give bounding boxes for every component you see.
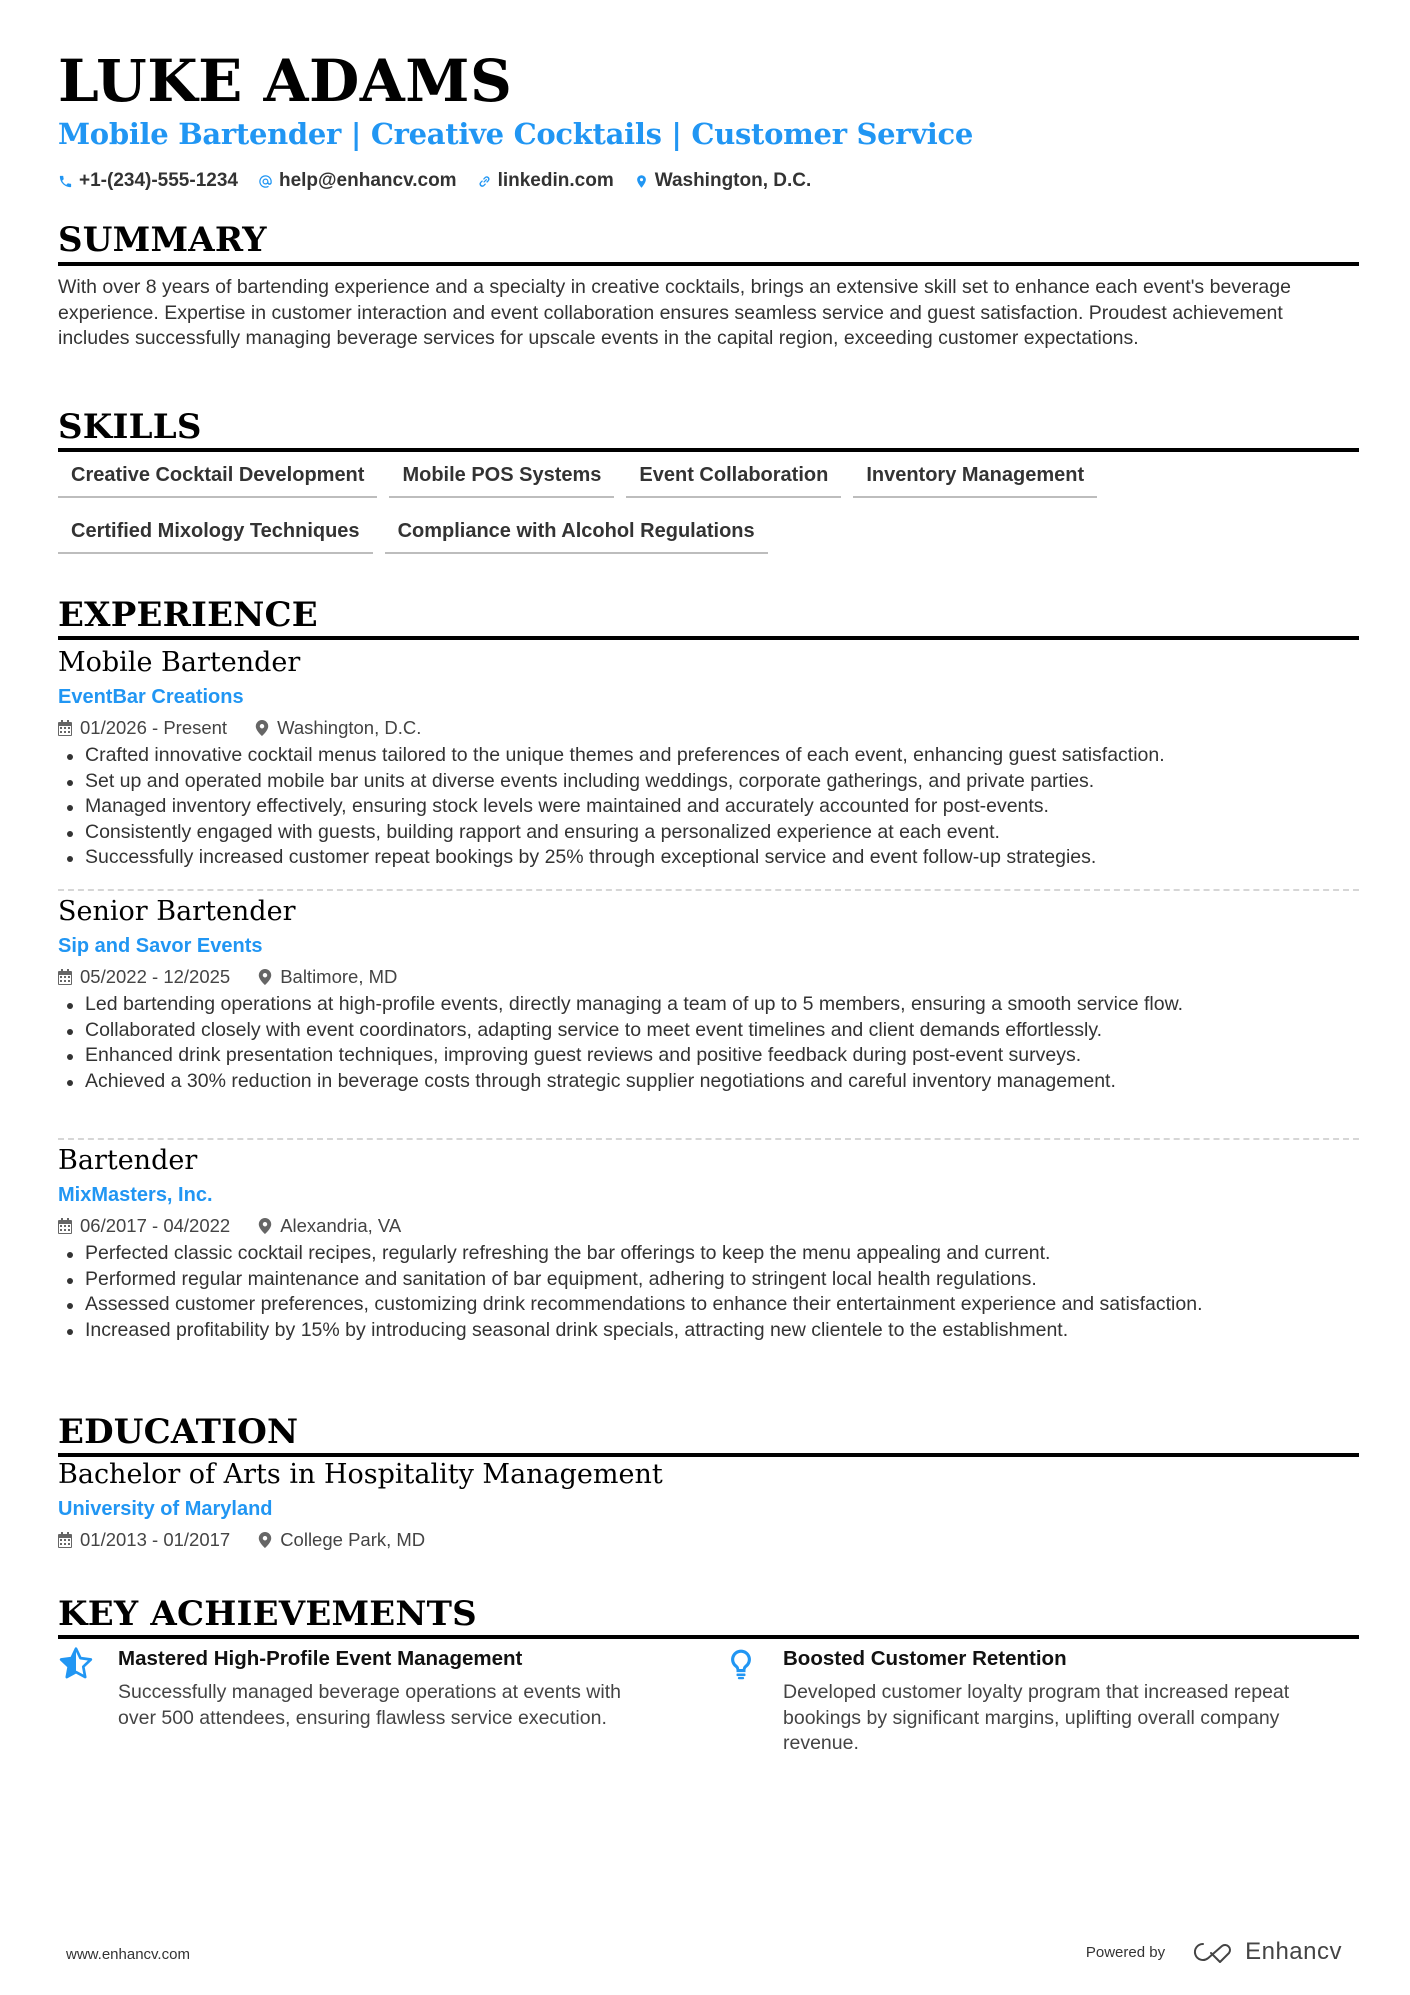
job-dates-text: 06/2017 - 04/2022 xyxy=(80,1215,231,1236)
job-company: EventBar Creations xyxy=(58,686,244,708)
experience-entry xyxy=(58,646,1359,871)
footer-branding[interactable] xyxy=(1086,1938,1342,1966)
education-location-text: College Park, MD xyxy=(280,1529,426,1550)
degree-title: Bachelor of Arts in Hospitality Management xyxy=(58,1459,663,1490)
enhancv-logo-icon xyxy=(1189,1940,1235,1964)
job-meta xyxy=(58,714,1359,742)
at-icon xyxy=(258,174,273,189)
location-pin-icon xyxy=(258,1218,272,1234)
job-dates xyxy=(58,714,227,742)
education-heading: EDUCATION xyxy=(58,1412,299,1452)
skills-heading: SKILLS xyxy=(58,407,202,447)
achievement-description: Developed customer loyalty program that increased repeat bookings by significant margins, uplifting overall company revenue. xyxy=(783,1681,1290,1754)
education-divider xyxy=(58,1453,1359,1457)
job-bullet: Collaborated closely with event coordinators, adapting service to meet event timelines and client demands effortlessly. xyxy=(58,1018,1359,1044)
location-pin-icon xyxy=(634,174,649,189)
contact-location-text: Washington, D.C. xyxy=(654,170,812,191)
job-dates xyxy=(58,1212,230,1240)
location-pin-icon xyxy=(255,720,269,736)
contact-email-text: help@enhancv.com xyxy=(278,170,457,191)
job-bullet: Increased profitability by 15% by introducing seasonal drink specials, attracting new clientele to the establishment. xyxy=(58,1318,1359,1344)
job-meta xyxy=(58,963,1359,991)
experience-entry xyxy=(58,895,1359,1094)
powered-by-label: Powered by xyxy=(1085,1943,1166,1961)
location-pin-icon xyxy=(258,1532,272,1548)
skill-tag: Creative Cocktail Development xyxy=(58,456,377,498)
job-bullet: Achieved a 30% reduction in beverage costs through strategic supplier negotiations and careful inventory management. xyxy=(58,1069,1359,1095)
job-bullet: Assessed customer preferences, customizing drink recommendations to enhance their entertainment experience and satisfaction. xyxy=(58,1292,1359,1318)
contact-phone-text: +1-(234)-555-1234 xyxy=(79,170,238,191)
achievement-title: Boosted Customer Retention xyxy=(783,1647,1067,1670)
job-meta xyxy=(58,1212,1359,1240)
calendar-icon xyxy=(58,1532,72,1548)
contact-location xyxy=(634,170,812,192)
job-dates xyxy=(58,963,230,991)
skill-tag: Inventory Management xyxy=(853,456,1097,498)
school-name: University of Maryland xyxy=(58,1498,273,1520)
enhancv-brand-name: Enhancv xyxy=(1245,1938,1342,1965)
skill-tag: Event Collaboration xyxy=(626,456,841,498)
job-bullet: Crafted innovative cocktail menus tailored to the unique themes and preferences of each event, enhancing guest satisfaction. xyxy=(58,743,1359,769)
job-bullet: Consistently engaged with guests, building rapport and ensuring a personalized experience at each event. xyxy=(58,820,1359,846)
star-icon xyxy=(58,1646,98,1686)
education-location xyxy=(258,1526,425,1554)
contact-linkedin[interactable] xyxy=(477,170,614,192)
footer-website-link[interactable]: www.enhancv.com xyxy=(66,1946,190,1963)
contact-phone[interactable] xyxy=(58,170,238,192)
contact-email[interactable] xyxy=(258,170,457,192)
job-company: MixMasters, Inc. xyxy=(58,1184,213,1206)
summary-heading: SUMMARY xyxy=(58,220,267,260)
job-location xyxy=(258,963,397,991)
contact-linkedin-text: linkedin.com xyxy=(497,170,614,191)
candidate-headline: Mobile Bartender | Creative Cocktails | Customer Service xyxy=(58,117,974,151)
education-entry xyxy=(58,1458,1359,1554)
job-bullet: Led bartending operations at high-profile events, directly managing a team of up to 5 members, ensuring a smooth service flow. xyxy=(58,992,1359,1018)
skill-tag: Compliance with Alcohol Regulations xyxy=(385,512,768,554)
achievement-description: Successfully managed beverage operations at events with over 500 attendees, ensuring flawless service execution. xyxy=(118,1681,621,1729)
summary-divider xyxy=(58,262,1359,266)
education-meta xyxy=(58,1526,1359,1554)
location-pin-icon xyxy=(258,969,272,985)
calendar-icon xyxy=(58,969,72,985)
link-icon xyxy=(477,174,492,189)
achievements-divider xyxy=(58,1635,1359,1639)
experience-entry xyxy=(58,1144,1359,1343)
job-bullet: Perfected classic cocktail recipes, regularly refreshing the bar offerings to keep the menu appealing and current. xyxy=(58,1241,1359,1267)
job-title: Bartender xyxy=(58,1145,198,1176)
experience-divider xyxy=(58,636,1359,640)
calendar-icon xyxy=(58,1218,72,1234)
job-bullets xyxy=(58,1241,1359,1343)
contact-bar xyxy=(58,170,811,192)
achievements-heading: KEY ACHIEVEMENTS xyxy=(58,1594,477,1634)
job-bullet: Enhanced drink presentation techniques, improving guest reviews and positive feedback during post-event surveys. xyxy=(58,1043,1359,1069)
job-location xyxy=(258,1212,401,1240)
education-dates xyxy=(58,1526,230,1554)
calendar-icon xyxy=(58,720,72,736)
skill-tag: Certified Mixology Techniques xyxy=(58,512,373,554)
achievement-title: Mastered High-Profile Event Management xyxy=(118,1647,523,1670)
skills-divider xyxy=(58,448,1359,452)
entry-separator xyxy=(58,1138,1359,1140)
skill-tag: Mobile POS Systems xyxy=(389,456,614,498)
job-bullets xyxy=(58,992,1359,1094)
job-dates-text: 05/2022 - 12/2025 xyxy=(80,966,231,987)
job-bullet: Successfully increased customer repeat bookings by 25% through exceptional service and event follow-up strategies. xyxy=(58,845,1359,871)
lightbulb-icon xyxy=(723,1646,763,1686)
enhancv-logo xyxy=(1189,1938,1342,1966)
job-location-text: Baltimore, MD xyxy=(280,966,398,987)
experience-heading: EXPERIENCE xyxy=(58,595,318,635)
job-bullet: Performed regular maintenance and sanitation of bar equipment, adhering to stringent local health regulations. xyxy=(58,1267,1359,1293)
job-location xyxy=(255,714,421,742)
skills-list xyxy=(58,456,1359,554)
job-bullet: Managed inventory effectively, ensuring stock levels were maintained and accurately accounted for post-events. xyxy=(58,794,1359,820)
job-title: Mobile Bartender xyxy=(58,647,301,678)
job-company: Sip and Savor Events xyxy=(58,935,263,957)
phone-icon xyxy=(58,174,73,189)
job-dates-text: 01/2026 - Present xyxy=(80,717,228,738)
job-location-text: Alexandria, VA xyxy=(280,1215,402,1236)
entry-separator xyxy=(58,889,1359,891)
candidate-name: LUKE ADAMS xyxy=(58,47,513,115)
job-title: Senior Bartender xyxy=(58,896,296,927)
job-bullets xyxy=(58,743,1359,871)
job-location-text: Washington, D.C. xyxy=(277,717,422,738)
job-bullet: Set up and operated mobile bar units at diverse events including weddings, corporate gatherings, and private parties. xyxy=(58,769,1359,795)
summary-text: With over 8 years of bartending experience and a specialty in creative cocktails, brings an extensive skill set to enhance each event's beverage experience. Expertise in customer interaction and event collaboration ensures seamless service and guest satisfaction. Proudest achievement includes successfully managing beverage services for upscale events in the capital region, exceeding customer expectations. xyxy=(58,276,1291,349)
education-dates-text: 01/2013 - 01/2017 xyxy=(80,1529,231,1550)
